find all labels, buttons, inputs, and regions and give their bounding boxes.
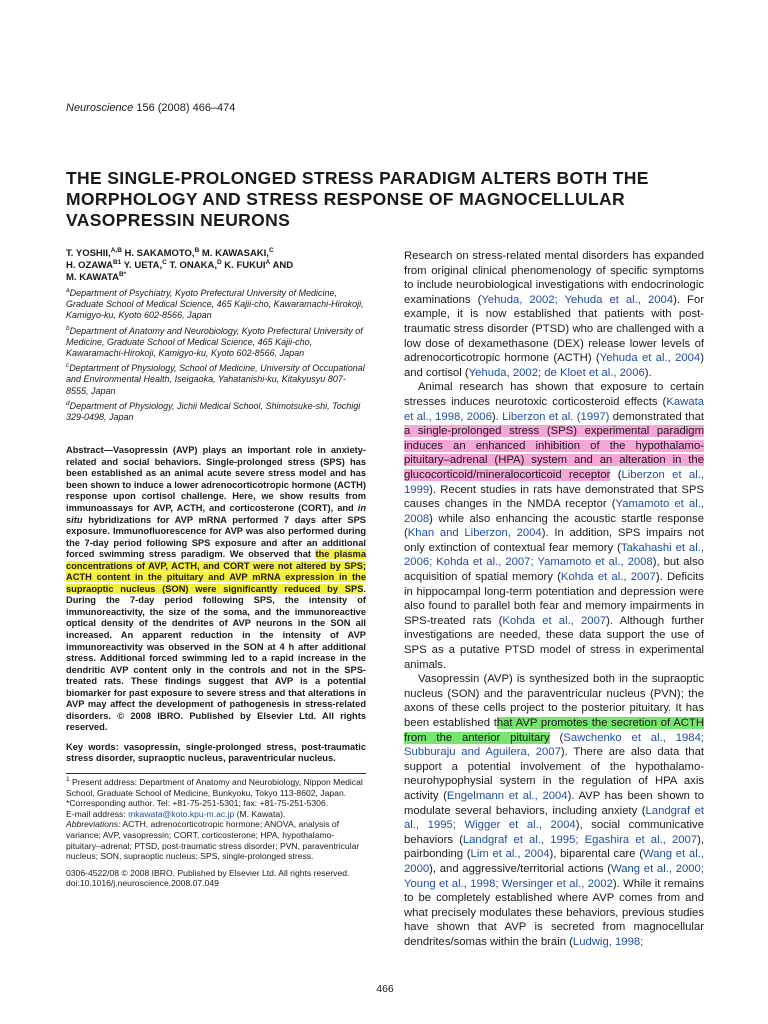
- footnote-email: [66, 809, 366, 820]
- body-text: Research on stress-related mental disorders has expanded from original clinical phenomenology of specific symptoms to include neurobiological investigations with endocrinologic examinations (: [404, 250, 704, 306]
- body-text: (: [610, 468, 622, 481]
- author-name: H. SAKAMOTO,: [121, 248, 195, 259]
- citation-link[interactable]: Wang et al., 2000; Young et al., 1998; Wersinger et al., 2002: [404, 862, 704, 890]
- journal-name: Neuroscience: [66, 102, 134, 114]
- doi-line: doi:10.1016/j.neuroscience.2008.07.049: [66, 878, 219, 889]
- citation-link[interactable]: Yehuda et al., 2004: [599, 352, 701, 365]
- author-name: T. ONAKA,: [166, 260, 217, 271]
- footnote-present-address: [66, 777, 366, 798]
- abstract-text: Abstract—Vasopressin (AVP) plays an important role in anxiety-related and social behaviors. Single-prolonged stress (SPS) has been established as an animal acute severe stress model and has been shown to induce a lower adrenocorticotropic hormone (ACTH) response upon cortisol challenge. Here, we show results from immunoassays for AVP, ACTH, and corticosterone (CORT), and: [66, 445, 366, 513]
- citation-link[interactable]: Takahashi et al., 2006; Kohda et al., 2007; Yamamoto et al., 2008: [404, 541, 704, 569]
- author-name: K. FUKUI: [221, 260, 266, 271]
- body-text: (: [549, 731, 564, 744]
- affiliation-text: Department of Anatomy and Neurobiology, Kyoto Prefectural University of Medicine, Graduate School of Medical Science, 465 Kajii-cho, Kawaramachi-Hirokoji, Kamigyo-ku, Kyoto 602-8566, Japan: [66, 325, 363, 359]
- affiliation-mark: C: [162, 258, 167, 266]
- affiliation: [66, 363, 366, 397]
- abstract: [66, 445, 366, 734]
- affiliation-mark: A,B: [110, 246, 122, 254]
- body-text: ).: [644, 366, 652, 379]
- journal-citation: [66, 102, 235, 114]
- author-name: Y. UETA,: [121, 260, 163, 271]
- affiliation-mark: b: [66, 324, 70, 332]
- affiliation-mark: A: [265, 258, 271, 266]
- body-text: ), biparental care (: [549, 848, 643, 861]
- body-text: ), but also acquisition of spatial memory (: [404, 556, 704, 584]
- article-title: THE SINGLE-PROLONGED STRESS PARADIGM ALTERS BOTH THE MORPHOLOGY AND STRESS RESPONSE OF MAGNOCELLULAR VASOPRESSIN NEURONS: [66, 168, 649, 230]
- footnote-present-address-text: Present address: Department of Anatomy and Neurobiology, Nippon Medical School, Graduate School of Medicine, Bunkyoku, Tokyo 113-8602, Japan.: [66, 777, 363, 798]
- introduction-column: [404, 249, 704, 950]
- body-text: ). Although further investigations are needed, these data support the use of SPS as a putative PTSD model of stress in experimental animals.: [404, 614, 704, 671]
- body-text: ). There are also data that support a potential involvement of the hypothalamo-neurohypophysial system in the regulation of HPA axis activity (: [404, 746, 704, 802]
- journal-volume-pages: 156 (2008) 466–474: [136, 102, 236, 114]
- highlighted-text: a single-prolonged stress (SPS) experimental paradigm induces an enhanced inhibition of the hypothalamo-pituitary–adrenal (HPA) system and an alteration in the glucocorticoid/mineralocorticoid receptor: [404, 425, 704, 481]
- footnote-mark: 1: [66, 776, 70, 784]
- author-name: AND: [270, 260, 294, 271]
- email-link[interactable]: mkawata@koto.kpu-m.ac.jp: [128, 808, 235, 819]
- affiliation-mark: a: [66, 287, 70, 294]
- affiliation: [66, 326, 366, 360]
- citation-link[interactable]: Landgraf et al., 1995; Wigger et al., 2004: [404, 804, 704, 832]
- body-text: ), social communicative behaviors (: [404, 819, 704, 846]
- affiliation-mark: B: [194, 246, 200, 254]
- body-text: Animal research has shown that exposure to certain stresses induces neurotoxic corticosteroid effects (: [404, 381, 704, 408]
- citation-link[interactable]: Kawata et al., 1998, 2006: [404, 395, 704, 423]
- body-text: ). Deficits in hippocampal long-term potentiation and depression were also found to parallel both fear and memory impairments in SPS-treated rats (: [404, 571, 704, 627]
- affiliation-mark: c: [66, 362, 70, 370]
- citation-link[interactable]: Kohda et al., 2007: [560, 571, 656, 584]
- citation-link[interactable]: Ludwig, 1998;: [572, 935, 644, 948]
- body-paragraph: [404, 249, 704, 380]
- citation-link[interactable]: Lim et al., 2004: [470, 848, 550, 861]
- body-text: Vasopressin (AVP) is synthesized both in the supraoptic nucleus (SON) and the paraventricular nucleus (PVN); the axons of these cells project to the posterior pituitary. It has been established t: [404, 673, 704, 729]
- body-text: demonstrated that: [609, 410, 705, 423]
- affiliation: [66, 288, 366, 322]
- affiliation-mark: C: [268, 246, 274, 254]
- body-text: ).: [491, 410, 503, 423]
- citation-link[interactable]: Liberzon et al., 1999: [404, 468, 705, 496]
- footnotes: [66, 773, 366, 889]
- abbreviations-label: Abbreviations:: [66, 819, 121, 830]
- abstract-text: hybridizations for AVP mRNA performed 7 days after SPS exposure. Immunofluorescence for AVP was also performed during the 7-day period following SPS exposure and after an additional forced swimming stress paradigm. We observed that: [66, 514, 366, 560]
- affiliation-mark: d: [66, 399, 70, 407]
- affiliation-mark: B*: [118, 270, 127, 278]
- affiliation-mark: D: [216, 258, 222, 266]
- author-name: T. YOSHII,: [66, 248, 111, 259]
- author-name: M. KAWASAKI,: [199, 248, 269, 259]
- author-name: M. KAWATA: [66, 272, 119, 283]
- email-label: E-mail address:: [66, 808, 129, 819]
- citation-link[interactable]: Yehuda, 2002; Yehuda et al., 2004: [481, 293, 674, 306]
- body-text: ). Recent studies in rats have demonstrated that SPS causes changes in the NMDA receptor (: [404, 483, 704, 511]
- footnote-corresponding-author: *Corresponding author. Tel: +81-75-251-5301; fax: +81-75-251-5306.: [66, 798, 329, 809]
- citation-link[interactable]: Landgraf et al., 1995; Egashira et al., 2007: [462, 833, 698, 846]
- author-line: [66, 260, 366, 272]
- body-text: ). In addition, SPS impairs not only extinction of contextual fear memory (: [404, 527, 704, 554]
- page-number: 466: [376, 983, 394, 995]
- citation-link[interactable]: Yamamoto et al., 2008: [404, 498, 704, 525]
- affiliation-mark: B1: [112, 258, 122, 266]
- citation-link[interactable]: Khan and Liberzon, 2004: [407, 527, 542, 540]
- author-name: H. OZAWA: [66, 260, 113, 271]
- abstract-text: in situ: [66, 502, 366, 525]
- left-column: [66, 248, 366, 889]
- copyright-line: 0306-4522/08 © 2008 IBRO. Published by Elsevier Ltd. All rights reserved.: [66, 867, 350, 878]
- citation-link[interactable]: Liberzon et al. (1997): [502, 410, 610, 423]
- keywords: Key words: vasopressin, single-prolonged stress, post-traumatic stress disorder, supraoptic nucleus, paraventricular nucleus.: [66, 741, 366, 764]
- email-suffix: (M. Kawata).: [234, 808, 286, 819]
- body-paragraph: [404, 380, 704, 672]
- body-text: ). While it remains to be completely established where AVP comes from and what precisely modulates these behaviors, previous studies have shown that AVP is secreted from magnocellular dendrites/somas within the brain (: [404, 877, 704, 948]
- abbreviations-text: ACTH, adrenocorticotropic hormone; ANOVA, analysis of variance; AVP, vasopressin; CORT, corticosterone; HPA, hypothalamo-pituitary–adrenal; PTSD, post-traumatic stress disorder; PVN, paraventricular nucleus; SON, supraoptic nucleus; SPS, single-prolonged stress.: [66, 819, 360, 862]
- citation-link[interactable]: Engelmann et al., 2004: [446, 789, 568, 802]
- affiliation-text: Department of Psychiatry, Kyoto Prefectural University of Medicine, Graduate School of Medical Science, 465 Kajii-cho, Kawaramachi-Hirokoji, Kamigyo-ku, Kyoto 602-8566, Japan: [66, 288, 364, 321]
- body-text: ), pairbonding (: [404, 833, 704, 861]
- body-paragraph: [404, 672, 704, 949]
- body-text: ), and aggressive/territorial actions (: [429, 862, 611, 875]
- author-line: [66, 272, 366, 284]
- body-text: ) and cortisol (: [404, 352, 704, 379]
- affiliations: [66, 288, 366, 423]
- footnote-abbreviations: [66, 819, 366, 861]
- affiliation-text: Deptartment of Physiology, School of Medicine, University of Occupational and Environmental Health, Iseigaoka, Yahatanishi-ku, Kitakyusyu 807-8555, Japan: [66, 363, 365, 396]
- body-text: ). AVP has been shown to modulate several behaviors, including anxiety (: [404, 789, 704, 817]
- body-text: ). For example, it is now established that patients with post-traumatic stress disorder (PTSD) who are challenged with a low dose of dexamethasone (DEX) release lower levels of adrenocorticotropic hormone (ACTH) (: [404, 293, 704, 365]
- citation-link[interactable]: Wang et al., 2000: [404, 848, 704, 875]
- citation-link[interactable]: Kohda et al., 2007: [502, 614, 607, 627]
- citation-link[interactable]: Yehuda, 2002; de Kloet et al., 2006: [468, 366, 645, 379]
- abstract-text: . During the 7-day period following SPS, the intensity of immunoreactivity, the size of the soma, and the immunoreactive optical density of the dendrites of AVP neurons in the SON all increased. An apparent reduction in the intensity of AVP immunoreactivity was observed in the SON at 4 h after additional stress. Additional forced swimming led to a rapid increase in the dendritic AVP content only in the controls and not in the SPS-treated rats. These findings suggest that AVP is a potential biomarker for past exposure to severe stress and that alterations in AVP may affect the development of pathogenesis in stress-related disorders. © 2008 IBRO. Published by Elsevier Ltd. All rights reserved.: [66, 583, 366, 733]
- citation-link[interactable]: Sawchenko et al., 1984; Subburaju and Aguilera, 2007: [404, 731, 704, 759]
- affiliation-text: Department of Physiology, Jichii Medical School, Shimotsuke-shi, Tochigi 329-0498, Japan: [66, 400, 361, 423]
- author-list: [66, 248, 366, 284]
- highlighted-text: the plasma concentrations of AVP, ACTH, and CORT were not altered by SPS; ACTH content in the pituitary and AVP mRNA expression in the supraoptic nucleus (SON) were significantly reduced by SPS: [66, 549, 366, 594]
- affiliation: [66, 401, 366, 423]
- highlighted-text: hat AVP promotes the secretion of ACTH from the anterior pituitary: [404, 717, 704, 744]
- body-text: ) while also enhancing the acoustic startle response (: [404, 512, 704, 540]
